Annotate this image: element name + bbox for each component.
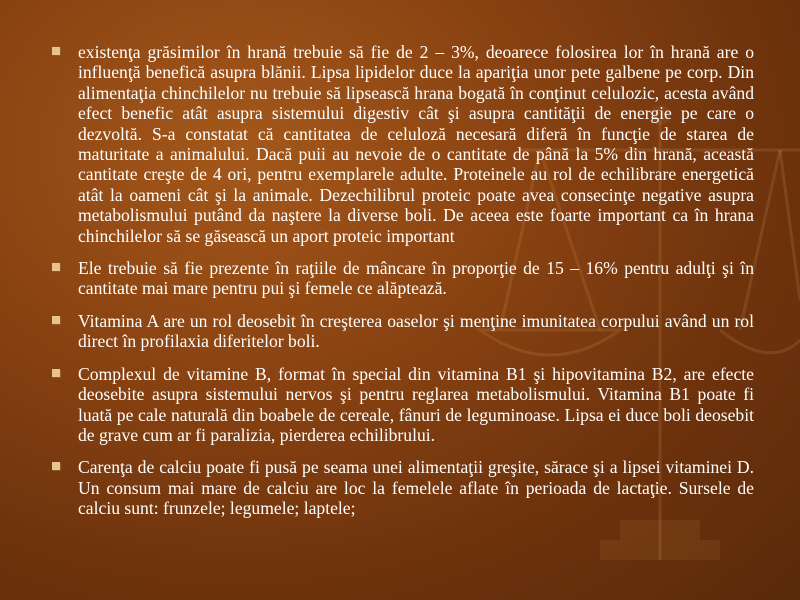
square-bullet-icon (52, 263, 60, 271)
square-bullet-icon (52, 316, 60, 324)
square-bullet-icon (52, 369, 60, 377)
bullet-item (50, 364, 754, 446)
bullet-item (50, 457, 754, 518)
square-bullet-icon (52, 47, 60, 55)
bullet-item (50, 42, 754, 246)
bullet-text: Carenţa de calciu poate fi pusă pe seama unei alimentaţii greşite, sărace şi a lipsei vitaminei D. Un consum mai mare de calciu are loc la femelele aflate în perioada de lactaţie. Sursele de calciu sunt: frunzele; legumele; laptele; (78, 457, 754, 519)
bullet-item (50, 258, 754, 299)
bullet-list (50, 42, 754, 531)
bullet-text: Vitamina A are un rol deosebit în creşterea oaselor şi menţine imunitatea corpului având un rol direct în profilaxia diferitelor boli. (78, 310, 754, 352)
bullet-text: Complexul de vitamine B, format în special din vitamina B1 şi hipovitamina B2, are efecte deosebite asupra sistemului nervos şi pentru reglarea metabolismului. Vitamina B1 poate fi luată pe cale naturală din boabele de cereale, fânuri de leguminoase. Lipsa ei duce boli deosebit de grave cum ar fi paralizia, pierderea echilibrului. (78, 363, 754, 445)
bullet-text: Ele trebuie să fie prezente în raţiile de mâncare în proporţie de 15 – 16% pentru adulţi şi în cantitate mai mare pentru pui şi femele ce alăptează. (78, 258, 754, 299)
square-bullet-icon (52, 462, 60, 470)
bullet-item (50, 311, 754, 352)
bullet-text: existenţa grăsimilor în hrană trebuie să fie de 2 – 3%, deoarece folosirea lor în hrană are o influenţă benefică asupra blănii. Lipsa lipidelor duce la apariţia unor pete galbene pe corp. Din alimentaţia chinchilelor nu trebuie să lipsească hrana bogată în conţinut celulozic, acesta având efect benefic atât asupra sistemului digestiv cât şi asupra cantităţii de energie pe care o dezvoltă. S-a constatat că cantitatea de celuloză necesară diferă în funcţie de starea de maturitate a animalului. Dacă puii au nevoie de o cantitate de până la 5% din hrană, această cantitate creşte de 4 ori, pentru exemplarele adulte. Proteinele au rol de echilibrare energetică atât la oameni cât şi la animale. Dezechilibrul proteic poate avea consecinţe negative asupra metabolismului putând da naştere la diverse boli. De aceea este foarte important ca în hrana chinchilelor să se găsească un aport proteic important (78, 42, 754, 246)
